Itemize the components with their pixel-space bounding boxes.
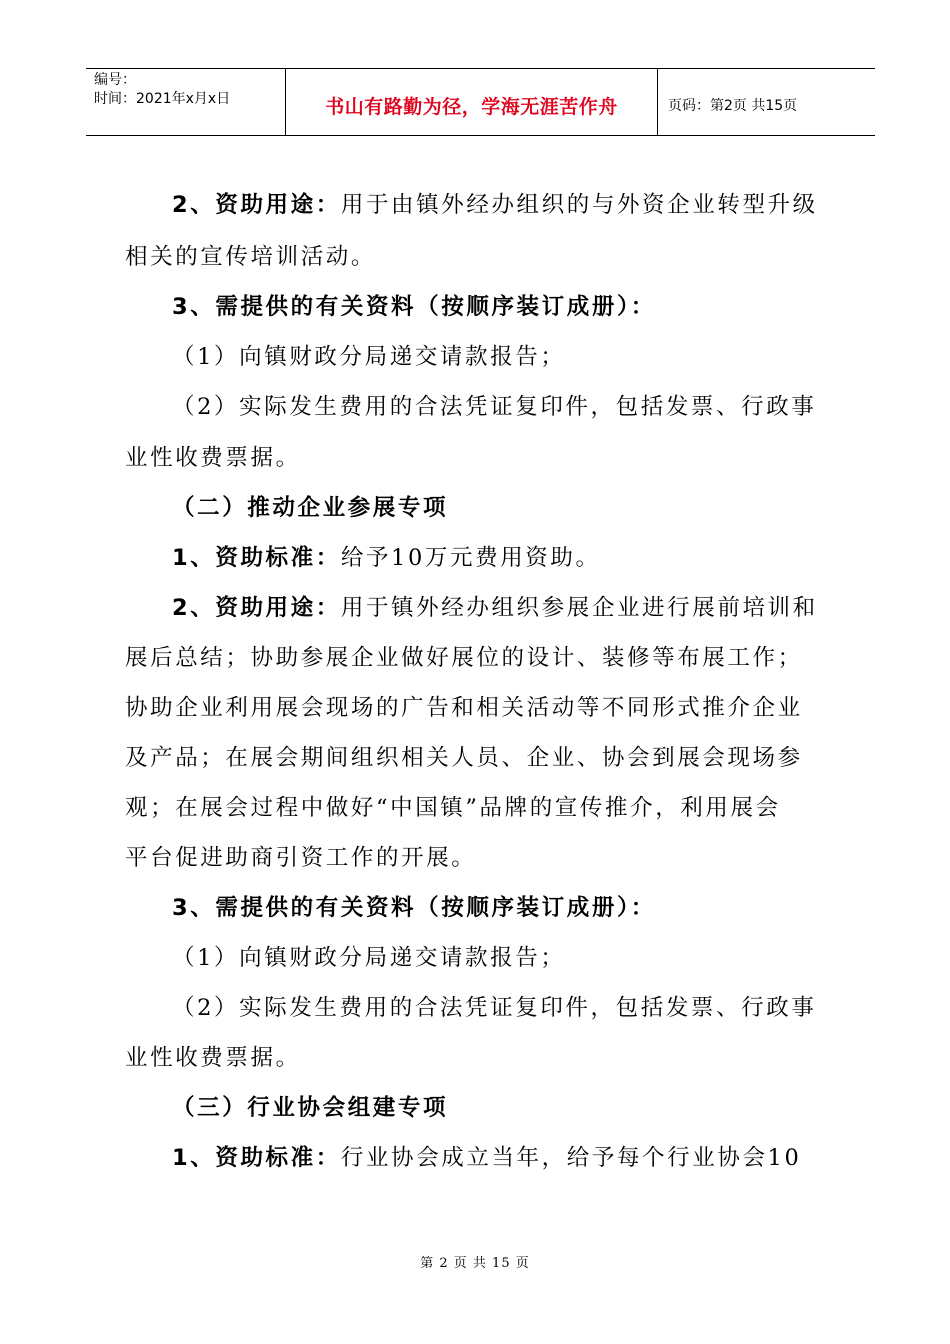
header-page-info: 页码：第2页 共15页 <box>668 98 798 114</box>
section-heading: 3、需提供的有关资料（按顺序装订成册）： <box>172 895 656 921</box>
item-heading: 1、资助标准： <box>172 1145 341 1171</box>
list-item: （2）实际发生费用的合法凭证复印件，包括发票、行政事 <box>172 995 817 1021</box>
item-text: 用于镇外经办组织参展企业进行展前培训和 <box>340 595 818 621</box>
paragraph-line: 平台促进助商引资工作的开展。 <box>125 845 477 871</box>
section-heading: （三）行业协会组建专项 <box>172 1095 449 1121</box>
paragraph-line <box>172 543 892 573</box>
list-item: （2）实际发生费用的合法凭证复印件，包括发票、行政事 <box>172 394 817 420</box>
header-motto: 书山有路勤为径，学海无涯苦作舟 <box>286 69 658 135</box>
paragraph-line: 协助企业利用展会现场的广告和相关活动等不同形式推介企业 <box>125 695 803 721</box>
paragraph-line: 业性收费票据。 <box>125 445 301 471</box>
time-label: 时间：2021年x月x日 <box>94 91 231 107</box>
list-item: （1）向镇财政分局递交请款报告； <box>172 344 566 370</box>
item-heading: 1、资助标准： <box>172 545 341 571</box>
page-header <box>86 68 875 136</box>
item-text: 行业协会成立当年，给予每个行业协会10 <box>340 1145 802 1171</box>
item-text: 用于由镇外经办组织的与外资企业转型升级 <box>340 192 818 218</box>
list-item: （1）向镇财政分局递交请款报告； <box>172 945 566 971</box>
number-label: 编号： <box>94 72 136 88</box>
paragraph-line <box>172 1143 892 1173</box>
paragraph-line <box>172 593 892 623</box>
item-heading: 2、资助用途： <box>172 595 341 621</box>
item-heading: 2、资助用途： <box>172 192 341 218</box>
paragraph-line: 观；在展会过程中做好“中国镇”品牌的宣传推介，利用展会 <box>125 795 781 821</box>
item-text: 给予10万元费用资助。 <box>340 545 601 571</box>
paragraph-line <box>172 190 892 220</box>
section-heading: （二）推动企业参展专项 <box>172 495 449 521</box>
paragraph-line: 业性收费票据。 <box>125 1045 301 1071</box>
page-footer: 第 2 页 共 15 页 <box>420 1256 530 1271</box>
section-heading: 3、需提供的有关资料（按顺序装订成册）： <box>172 294 656 320</box>
paragraph-line: 相关的宣传培训活动。 <box>125 244 377 270</box>
paragraph-line: 展后总结；协助参展企业做好展位的设计、装修等布展工作； <box>125 645 803 671</box>
paragraph-line: 及产品；在展会期间组织相关人员、企业、协会到展会现场参 <box>125 745 803 771</box>
header-meta <box>86 69 286 135</box>
